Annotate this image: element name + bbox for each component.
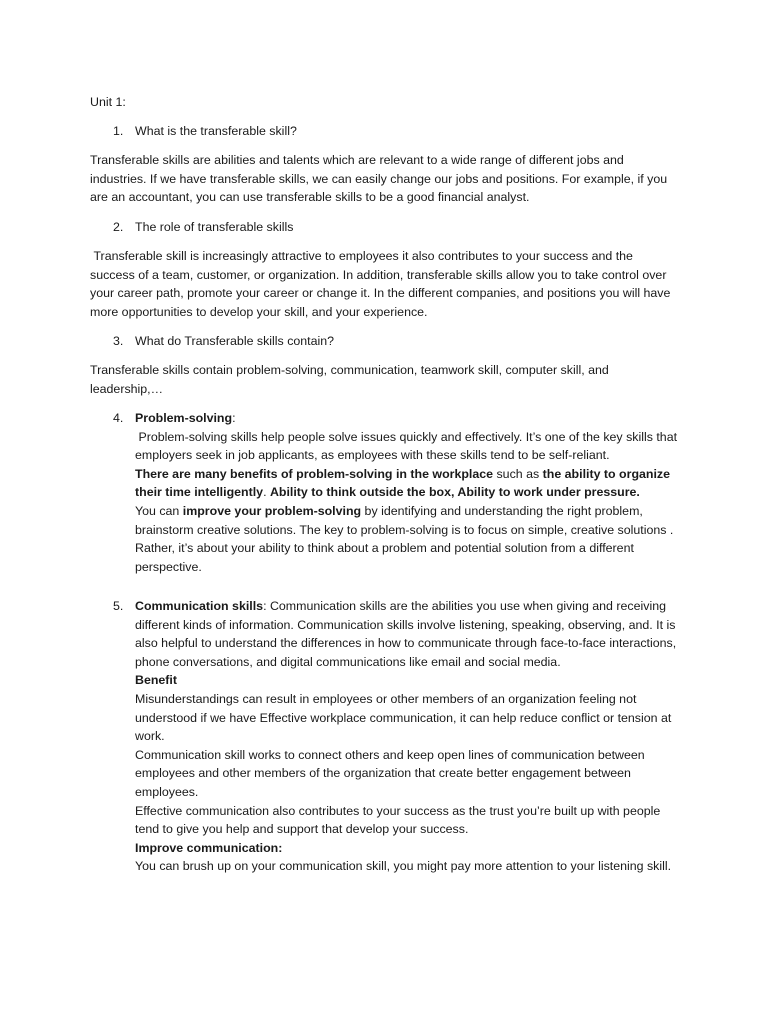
benefits-bold-3: Ability to think outside the box, Ability to work under pressure. [269,485,640,500]
benefits-text-2: . [263,485,270,500]
paragraph-3: Transferable skills contain problem-solving, communication, teamwork skill, computer skill, and leadership,… [90,363,609,396]
list-item-5-number: 5. [113,599,124,613]
problem-solving-improve [135,502,680,576]
improve-communication-paragraph: You can brush up on your communication skill, you might pay more attention to your listening skill. [135,859,672,874]
improve-bold: improve your problem-solving [182,503,362,518]
question-1-number: 1. [113,124,124,138]
improve-text-rest: by identifying and understanding the right problem, brainstorm creative solutions. The key to problem-solving is to focus on simple, creative solutions . Rather, it’s about your ability to think about a problem and potential solution from a different perspective. [135,503,674,574]
question-3-title: What do Transferable skills contain? [135,334,335,348]
paragraph-1: Transferable skills are abilities and talents which are relevant to a wide range of different jobs and industries. If we have transferable skills, we can easily change our jobs and positions. For example, if you are an accountant, you can use transferable skills to be a good financial analyst. [90,153,668,205]
list-item-4-number: 4. [113,411,124,425]
question-1-title: What is the transferable skill? [135,124,297,138]
improve-communication-heading: Improve communication: [135,840,283,855]
problem-solving-heading-line [135,409,680,428]
benefit-paragraph-3: Effective communication also contributes to your success as the trust you’re built up with people tend to give you help and support that develop your success. [135,803,661,837]
problem-solving-intro: Problem-solving skills help people solve issues quickly and effectively. It’s one of the key skills that employers seek in job applicants, as employees with these skills tend to be self-reliant. [135,429,681,463]
problem-solving-heading-colon: : [232,411,236,425]
communication-intro-text: : Communication skills are the abilities you use when giving and receiving different kinds of information. Communication skills involve listening, speaking, observing, and. It is also helpful to understand the differences in how to communicate through face-to-face interactions, phone conversations, and digital communications like email and social media. [135,599,677,669]
unit-title: Unit 1: [90,95,126,109]
improve-communication-heading-line [135,839,680,858]
benefit-heading-line [135,671,680,690]
benefits-bold-2: the ability to organize their time intelligently [135,466,671,500]
improve-text-pre: You can [135,503,183,518]
benefit-paragraph-1: Misunderstandings can result in employees or other members of an organization feeling not understood if we have Effective workplace communication, it can help reduce conflict or tension at work. [135,691,672,744]
benefit-heading: Benefit [135,673,177,688]
benefits-bold-1: There are many benefits of problem-solving in the workplace [135,466,494,481]
problem-solving-benefits [135,465,680,502]
question-2-number: 2. [113,220,124,234]
benefits-text-1: such as [493,466,543,481]
benefit-paragraph-2: Communication skill works to connect others and keep open lines of communication between employees and other members of the organization that create better engagement between employees. [135,747,645,799]
paragraph-2: Transferable skill is increasingly attractive to employees it also contributes to your success and the success of a team, customer, or organization. In addition, transferable skills allow you to take control over your career path, promote your career or change it. In the different companies, and positions you will have more opportunities to develop your skill, and your experience. [90,249,674,319]
list-item-4-body [135,409,680,576]
list-item-5-body [135,597,680,876]
communication-heading: Communication skills [135,599,264,613]
communication-intro [135,597,680,671]
question-3-number: 3. [113,334,124,348]
question-2-title: The role of transferable skills [135,220,294,234]
problem-solving-heading: Problem-solving [135,411,233,425]
